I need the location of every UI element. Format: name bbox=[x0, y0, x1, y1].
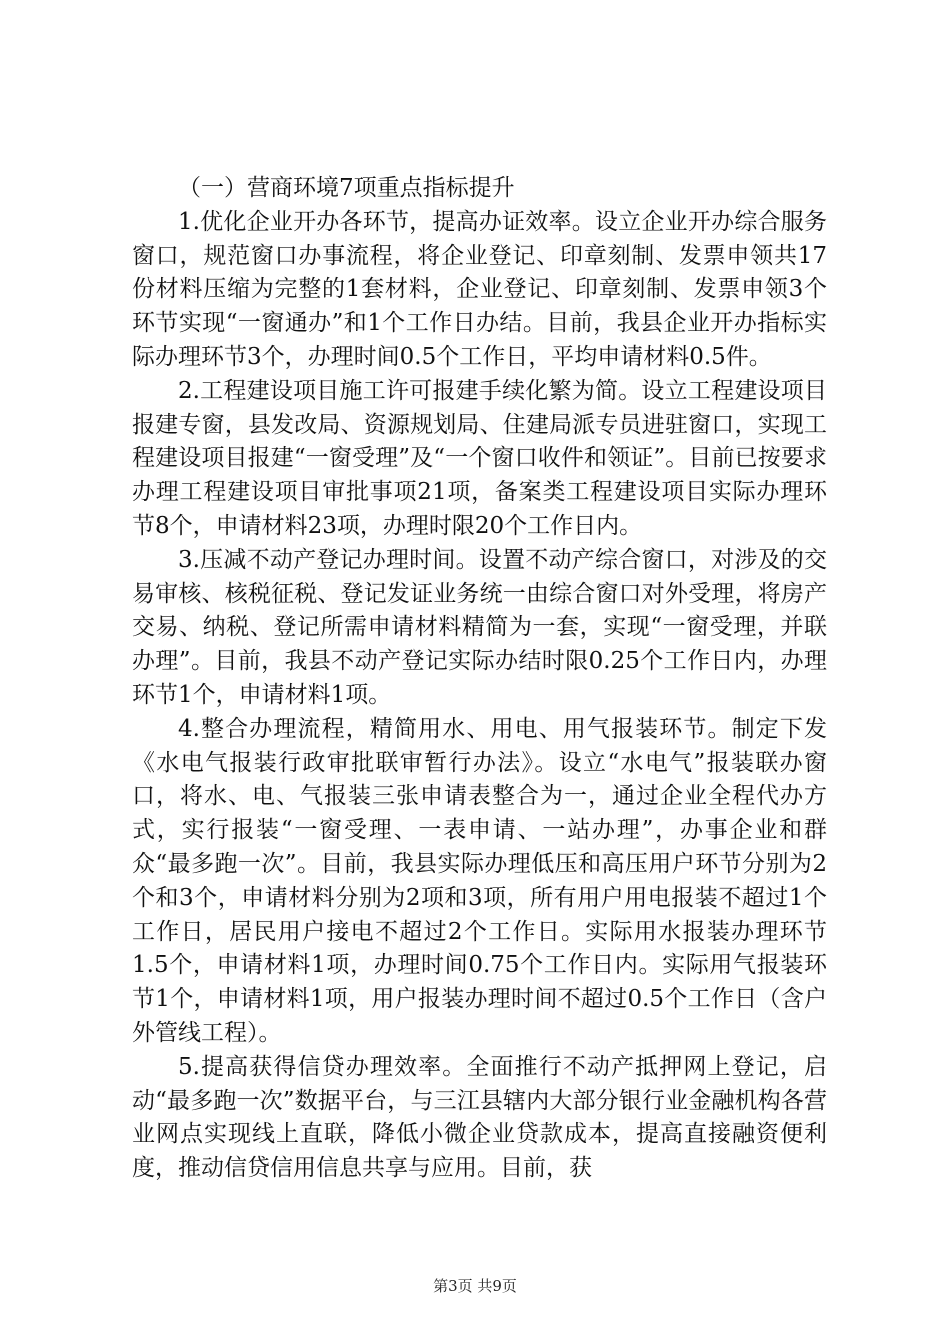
section-heading: （一）营商环境7项重点指标提升 bbox=[178, 175, 515, 201]
paragraph-4: 4.整合办理流程，精简用水、用电、用气报装环节。制定下发《水电气报装行政审批联审暂行办法》。设立“水电气”报装联办窗口，将水、电、气报装三张申请表整合为一，通过企业全程代办方式，实行报装“一窗受理、一表申请、一站办理”，办事企业和群众“最多跑一次”。目前，我县实际办理低压和高压用户环节分别为2个和3个，申请材料分别为2项和3项，所有用户用电报装不超过1个工作日，居民用户接电不超过2个工作日。实际用水报装办理环节1.5个，申请材料1项，办理时间0.75个工作日内。实际用气报装环节1个，申请材料1项，用户报装办理时间不超过0.5个工作日（含户外管线工程）。 bbox=[132, 715, 827, 1046]
paragraph-5: 5.提高获得信贷办理效率。全面推行不动产抵押网上登记，启动“最多跑一次”数据平台，与三江县辖内大部分银行业金融机构各营业网点实现线上直联，降低小微企业贷款成本，提高直接融资便利度，推动信贷信用信息共享与应用。目前，获 bbox=[132, 1053, 827, 1182]
page-number-footer: 第3页 共9页 bbox=[433, 1277, 517, 1295]
paragraph-3: 3.压减不动产登记办理时间。设置不动产综合窗口，对涉及的交易审核、核税征税、登记发证业务统一由综合窗口对外受理，将房产交易、纳税、登记所需申请材料精简为一套，实现“一窗受理，并联办理”。目前，我县不动产登记实际办结时限0.25个工作日内，办理环节1个，申请材料1项。 bbox=[132, 546, 827, 708]
document-body bbox=[132, 172, 827, 1186]
paragraph-2: 2.工程建设项目施工许可报建手续化繁为简。设立工程建设项目报建专窗，县发改局、资源规划局、住建局派专员进驻窗口，实现工程建设项目报建“一窗受理”及“一个窗口收件和领证”。目前已按要求办理工程建设项目审批事项21项，备案类工程建设项目实际办理环节8个，申请材料23项，办理时限20个工作日内。 bbox=[132, 377, 827, 539]
paragraph-1: 1.优化企业开办各环节，提高办证效率。设立企业开办综合服务窗口，规范窗口办事流程，将企业登记、印章刻制、发票申领共17份材料压缩为完整的1套材料，企业登记、印章刻制、发票申领3个环节实现“一窗通办”和1个工作日办结。目前，我县企业开办指标实际办理环节3个，办理时间0.5个工作日，平均申请材料0.5件。 bbox=[132, 208, 827, 370]
